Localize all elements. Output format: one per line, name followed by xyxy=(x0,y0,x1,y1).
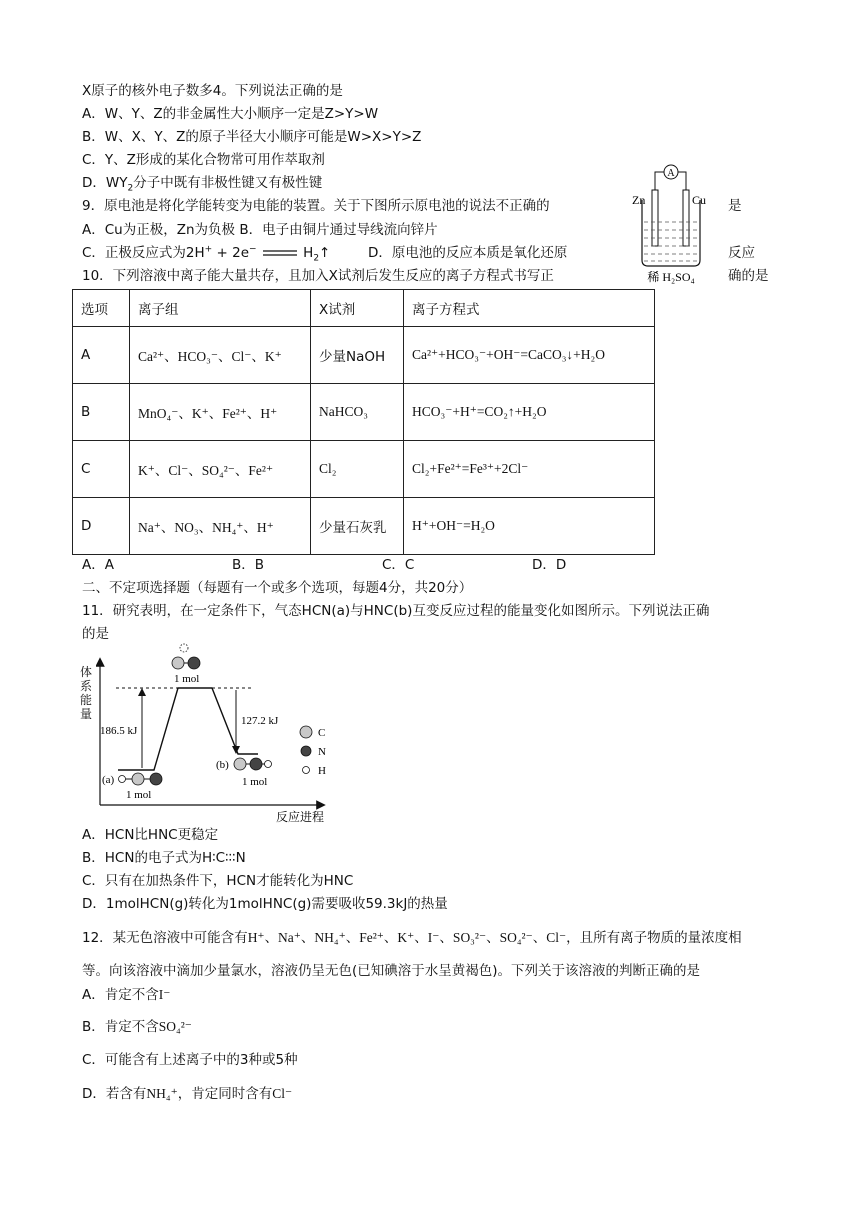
table-cell-equation: Cl₂+Fe²⁺=Fe³⁺+2Cl⁻ xyxy=(404,441,655,498)
q12-option-b: B．肯定不含SO₄²⁻ xyxy=(82,1019,192,1035)
galvanic-cell-figure xyxy=(628,160,714,284)
q8-option-a: A．W、Y、Z的非金属性大小顺序一定是Z>Y>W xyxy=(82,106,379,122)
table-header: 离子方程式 xyxy=(404,290,655,327)
zn-label: Zn xyxy=(632,193,646,207)
q8-option-b: B．W、X、Y、Z的原子半径大小顺序可能是W>X>Y>Z xyxy=(82,129,422,145)
n-atom-icon xyxy=(188,657,200,669)
q9-stem-tail: 是 xyxy=(728,198,742,214)
hnc-label: (b) xyxy=(216,759,229,771)
table-cell-reagent: Cl₂ xyxy=(311,441,404,498)
transition-mol-label: 1 mol xyxy=(174,673,200,685)
q12-option-a: A．肯定不含I⁻ xyxy=(82,987,171,1003)
q12-stem: 12．某无色溶液中可能含有H⁺、Na⁺、NH₄⁺、Fe²⁺、K⁺、I⁻、SO₃²⁻、SO₄²⁻、Cl⁻，且所有离子物质的量浓度相 xyxy=(82,930,742,946)
q9-option-d-tail: 反应 xyxy=(728,245,755,261)
table-cell-equation: Ca²⁺+HCO₃⁻+OH⁻=CaCO₃↓+H₂O xyxy=(404,327,655,384)
table-row xyxy=(73,498,655,555)
q10-option-d: D．D xyxy=(532,557,567,573)
section-2-heading: 二、不定项选择题（每题有一个或多个选项，每题4分，共20分） xyxy=(82,580,473,596)
q10-stem-tail: 确的是 xyxy=(728,268,769,284)
table-cell-option: A xyxy=(73,327,130,384)
q10-stem: 10．下列溶液中离子能大量共存，且加入X试剂后发生反应的离子方程式书写正 xyxy=(82,268,554,284)
legend-n-icon xyxy=(301,746,311,756)
table-cell-option: B xyxy=(73,384,130,441)
q12-option-c: C．可能含有上述离子中的3种或5种 xyxy=(82,1052,298,1068)
q11-option-c: C．只有在加热条件下，HCN才能转化为HNC xyxy=(82,873,354,889)
beaker xyxy=(642,200,700,266)
h-atom-icon xyxy=(265,761,272,768)
q11-stem-tail: 的是 xyxy=(82,626,109,642)
q12-stem-2: 等。向该溶液中滴加少量氯水，溶液仍呈无色(已知碘溶于水呈黄褐色)。下列关于该溶液的判断正确的是 xyxy=(82,963,701,979)
q11-option-a: A．HCN比HNC更稳定 xyxy=(82,827,219,843)
hcn-mol-label: 1 mol xyxy=(126,789,152,801)
legend-c-icon xyxy=(300,726,312,738)
energy-curve xyxy=(118,688,258,770)
table-cell-reagent: 少量石灰乳 xyxy=(311,498,404,555)
q10-table xyxy=(72,289,655,555)
table-cell-option: C xyxy=(73,441,130,498)
table-cell-reagent: NaHCO₃ xyxy=(311,384,404,441)
q9-option-c: C．正极反应式为2H+ + 2e− $H_2↑$ xyxy=(82,244,331,264)
table-header: 离子组 xyxy=(130,290,311,327)
legend-n-label: N xyxy=(318,746,326,758)
c-atom-icon xyxy=(132,773,144,785)
table-cell-reagent: 少量NaOH xyxy=(311,327,404,384)
activation-energy-b: 127.2 kJ xyxy=(241,715,279,727)
equals-arrow-icon xyxy=(261,248,299,258)
n-atom-icon xyxy=(250,758,262,770)
q9-option-d: D．原电池的反应本质是氧化还原 xyxy=(368,245,568,261)
q8-stem-tail: X原子的核外电子数多4。下列说法正确的是 xyxy=(82,83,343,99)
table-cell-equation: HCO₃⁻+H⁺=CO₂↑+H₂O xyxy=(404,384,655,441)
h-atom-icon xyxy=(180,644,188,652)
legend-h-label: H xyxy=(318,765,326,777)
c-atom-icon xyxy=(234,758,246,770)
x-axis-label: 反应进程 xyxy=(276,810,325,824)
table-row xyxy=(73,441,655,498)
table-row xyxy=(73,384,655,441)
activation-energy-a: 186.5 kJ xyxy=(100,725,138,737)
q8-option-d: D．$WY_2$分子中既有非极性键又有极性键 xyxy=(82,175,323,194)
table-header: 选项 xyxy=(73,290,130,327)
legend-h-icon xyxy=(303,767,310,774)
energy-axis-label: 体系能量 xyxy=(80,665,93,721)
q8-option-c: C．Y、Z形成的某化合物常可用作萃取剂 xyxy=(82,152,325,168)
table-cell-ions: Na⁺、NO₃、NH₄⁺、H⁺ xyxy=(130,498,311,555)
ammeter-label: A xyxy=(667,168,675,179)
q11-option-b: B．HCN的电子式为H∶C∶∶∶N xyxy=(82,850,246,866)
energy-diagram xyxy=(96,640,336,825)
table-cell-option: D xyxy=(73,498,130,555)
q11-option-d: D．1molHCN(g)转化为1molHNC(g)需要吸收59.3kJ的热量 xyxy=(82,896,448,912)
cu-label: Cu xyxy=(692,193,707,207)
q11-stem: 11．研究表明，在一定条件下，气态HCN(a)与HNC(b)互变反应过程的能量变化如图所示。下列说法正确 xyxy=(82,603,710,619)
hcn-label: (a) xyxy=(102,774,115,786)
q12-option-d: D．若含有NH₄⁺，肯定同时含有Cl⁻ xyxy=(82,1086,293,1102)
c-atom-icon xyxy=(172,657,184,669)
table-cell-ions: Ca²⁺、HCO₃⁻、Cl⁻、K⁺ xyxy=(130,327,311,384)
q9-stem: 9．原电池是将化学能转变为电能的装置。关于下图所示原电池的说法不正确的 xyxy=(82,198,550,214)
n-atom-icon xyxy=(150,773,162,785)
table-cell-ions: K⁺、Cl⁻、SO₄²⁻、Fe²⁺ xyxy=(130,441,311,498)
acid-label: 稀 H₂SO₄ xyxy=(647,270,695,284)
hnc-mol-label: 1 mol xyxy=(242,776,268,788)
table-row xyxy=(73,327,655,384)
table-header: X试剂 xyxy=(311,290,404,327)
legend-c-label: C xyxy=(318,727,326,739)
table-cell-ions: MnO₄⁻、K⁺、Fe²⁺、H⁺ xyxy=(130,384,311,441)
h-atom-icon xyxy=(119,776,126,783)
q10-option-b: B．B xyxy=(232,557,265,573)
table-cell-equation: H⁺+OH⁻=H₂O xyxy=(404,498,655,555)
q9-option-ab: A．Cu为正极，Zn为负极 B．电子由铜片通过导线流向锌片 xyxy=(82,222,438,238)
q10-option-c: C．C xyxy=(382,557,415,573)
q10-option-a: A．A xyxy=(82,557,114,573)
